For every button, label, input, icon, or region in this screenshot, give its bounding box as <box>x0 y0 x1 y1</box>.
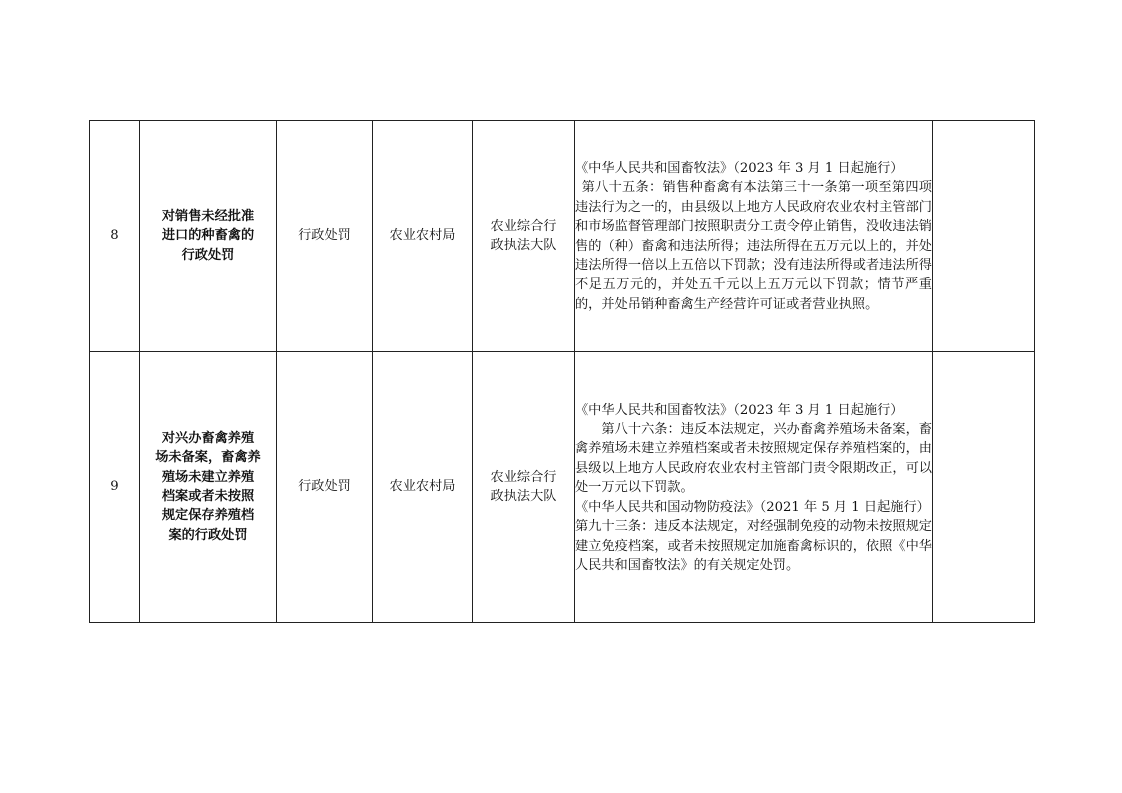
power-category: 行政处罚 <box>277 121 373 352</box>
item-name-line: 进口的种畜禽的 <box>161 228 255 244</box>
row-number: 8 <box>90 121 140 352</box>
table-row <box>90 121 1035 352</box>
item-name <box>140 352 277 623</box>
responsible-department: 农业农村局 <box>373 121 473 352</box>
legal-basis-paragraph: 《中华人民共和国畜牧法》（2023 年 3 月 1 日起施行） <box>575 160 904 176</box>
item-name-line: 场未备案，畜禽养 <box>155 450 261 466</box>
power-category: 行政处罚 <box>277 352 373 623</box>
legal-basis-paragraph: 《中华人民共和国动物防疫法》（2021 年 5 月 1 日起施行） <box>575 499 930 515</box>
item-name-line: 档案或者未按照 <box>161 489 255 504</box>
legal-basis-paragraph: 《中华人民共和国畜牧法》（2023 年 3 月 1 日起施行） <box>575 402 904 418</box>
remarks-cell <box>933 121 1035 352</box>
legal-basis-paragraph: 第九十三条：违反本法规定，对经强制免疫的动物未按照规定建立免疫档案，或者未按照规定加施畜禽标识的，依照《中华人民共和国畜牧法》的有关规定处罚。 <box>575 519 932 573</box>
legal-basis <box>575 121 933 352</box>
responsible-department: 农业农村局 <box>373 352 473 623</box>
item-name-line: 案的行政处罚 <box>168 527 248 543</box>
implementing-unit-line: 农业综合行 <box>490 469 557 485</box>
power-list-table <box>89 120 1035 623</box>
row-number: 9 <box>90 352 140 623</box>
legal-basis <box>575 352 933 623</box>
item-name-line: 对兴办畜禽养殖 <box>161 430 255 446</box>
item-name-line: 规定保存养殖档 <box>161 508 255 524</box>
implementing-unit-line: 农业综合行 <box>490 218 557 234</box>
remarks-cell <box>933 352 1035 623</box>
item-name-line: 殖场未建立养殖 <box>161 469 255 485</box>
item-name-line: 对销售未经批准 <box>161 208 255 224</box>
implementing-unit <box>473 121 575 352</box>
legal-basis-paragraph: 第八十五条：销售种畜禽有本法第三十一条第一项至第四项违法行为之一的，由县级以上地方人民政府农业农村主管部门和市场监督管理部门按照职责分工责令停止销售，没收违法销售的（种）畜禽和违法所得；违法所得在五万元以上的，并处违法所得一倍以上五倍以下罚款；没有违法所得或者违法所得不足五万元的，并处五千元以上五万元以下罚款；情节严重的，并处吊销种畜禽生产经营许可证或者营业执照。 <box>575 180 932 312</box>
implementing-unit-line: 政执法大队 <box>490 238 557 253</box>
item-name-line: 行政处罚 <box>181 247 235 263</box>
legal-basis-paragraph: 第八十六条：违反本法规定，兴办畜禽养殖场未备案，畜禽养殖场未建立养殖档案或者未按照规定保存养殖档案的，由县级以上地方人民政府农业农村主管部门责令限期改正，可以处一万元以下罚款。 <box>575 422 932 496</box>
item-name <box>140 121 277 352</box>
implementing-unit <box>473 352 575 623</box>
table-row <box>90 352 1035 623</box>
implementing-unit-line: 政执法大队 <box>490 489 557 504</box>
